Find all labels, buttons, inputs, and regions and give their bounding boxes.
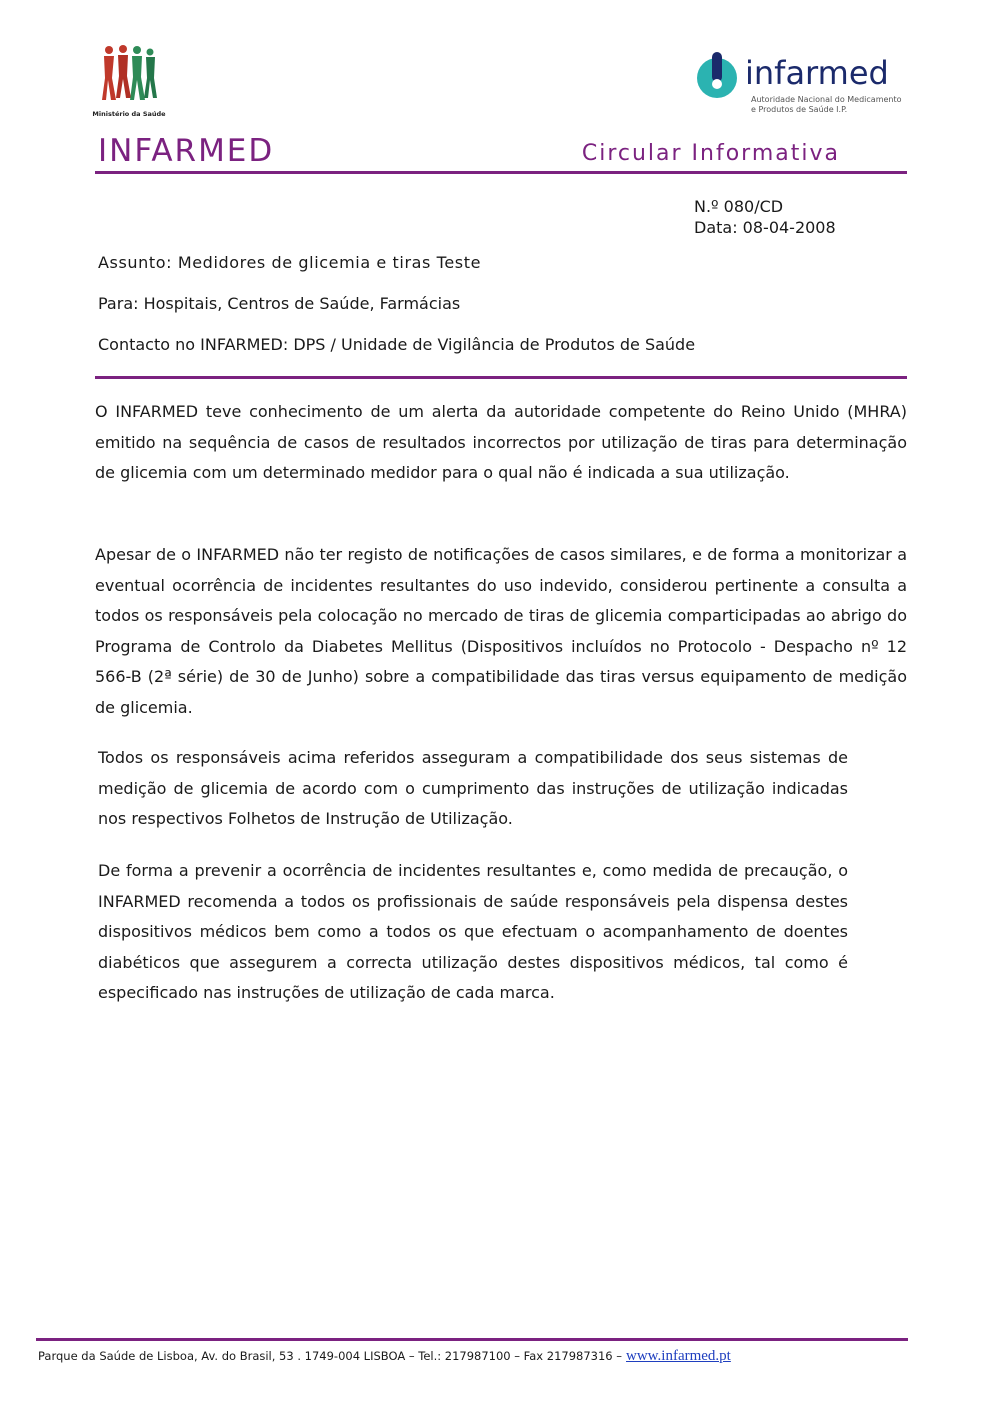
reference-date: Data: 08-04-2008 xyxy=(694,218,836,237)
infarmed-logo xyxy=(695,48,902,118)
body-paragraph-2: Apesar de o INFARMED não ter registo de notificações de casos similares, e de forma a monitorizar a eventual ocorrência de incidentes resultantes do uso indevido, considerou pertinente a consulta a todos os responsáveis pela colocação no mercado de tiras de glicemia comparticipadas ao abrigo do Programa de Controlo da Diabetes Mellitus (Dispositivos incluídos no Protocolo - Despacho nº 12 566-B (2ª série) de 30 de Junho) sobre a compatibilidade das tiras versus equipamento de medição de glicemia. xyxy=(95,545,907,717)
contact-line: Contacto no INFARMED: DPS / Unidade de Vigilância de Produtos de Saúde xyxy=(98,335,696,354)
footer-address: Parque da Saúde de Lisboa, Av. do Brasil, 53 . 1749-004 LISBOA – Tel.: 217987100 – Fax 217987316 – xyxy=(38,1349,623,1363)
footer-divider xyxy=(36,1338,908,1341)
body-paragraph-4: De forma a prevenir a ocorrência de incidentes resultantes e, como medida de precaução, o INFARMED recomenda a todos os profissionais de saúde responsáveis pela dispensa destes dispositivos médicos bem como a todos os que efectuam o acompanhamento de doentes diabéticos que assegurem a correcta utilização destes dispositivos médicos, tal como é especificado nas instruções de utilização de cada marca. xyxy=(98,861,848,1003)
svg-text:e Produtos de Saúde I.P.: e Produtos de Saúde I.P. xyxy=(751,105,848,114)
reference-block xyxy=(694,196,836,238)
human-figures-icon xyxy=(102,45,157,100)
ministerio-da-saude-logo xyxy=(92,44,166,120)
infarmed-symbol-icon xyxy=(697,52,737,98)
brand-title: INFARMED xyxy=(98,133,275,169)
svg-text:Ministério da Saúde: Ministério da Saúde xyxy=(92,110,166,118)
recipients-line: Para: Hospitais, Centros de Saúde, Farmácias xyxy=(98,294,461,313)
subject-line: Assunto: Medidores de glicemia e tiras Teste xyxy=(98,253,482,272)
body-paragraph-3: Todos os responsáveis acima referidos asseguram a compatibilidade dos seus sistemas de medição de glicemia de acordo com o cumprimento das instruções de utilização indicadas nos respectivos Folhetos de Instrução de Utilização. xyxy=(98,748,848,829)
website-link[interactable]: www.infarmed.pt xyxy=(626,1348,731,1364)
body-paragraph-1: O INFARMED teve conhecimento de um alerta da autoridade competente do Reino Unido (MHRA) emitido na sequência de casos de resultados incorrectos por utilização de tiras para determinação de glicemia com um determinado medidor para o qual não é indicada a sua utilização. xyxy=(95,402,907,483)
document-type: Circular Informativa xyxy=(581,141,840,166)
section-divider xyxy=(95,376,907,379)
svg-text:Autoridade Nacional do Medicam: Autoridade Nacional do Medicamento xyxy=(751,95,902,104)
footer xyxy=(38,1346,731,1366)
svg-text:infarmed: infarmed xyxy=(745,54,889,92)
header-divider xyxy=(95,171,907,174)
reference-number: N.º 080/CD xyxy=(694,197,784,216)
